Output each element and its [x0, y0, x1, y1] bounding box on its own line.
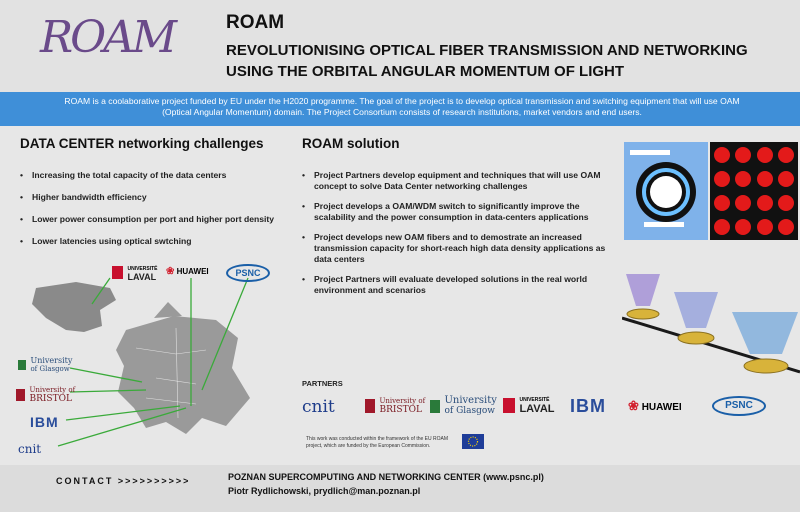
page-title: ROAM — [226, 12, 285, 33]
partner-bristol-top: University of — [379, 397, 426, 405]
oam-mode — [778, 219, 794, 235]
partner-bristol-bottom: BRISTOL — [379, 405, 422, 415]
oam-mode — [778, 171, 794, 187]
partner-laval-shield-icon — [503, 398, 515, 413]
laval-logo — [112, 264, 157, 282]
oam-antenna-illustration — [622, 270, 800, 380]
partner-glasgow-bottom: of Glasgow — [444, 406, 495, 416]
bristol-top: University of — [29, 386, 76, 394]
glasgow-logo — [18, 356, 72, 374]
partner-huawei-flower-icon: ❀ — [628, 398, 639, 413]
oam-mode — [735, 147, 751, 163]
challenge-item: • Higher bandwidth efficiency — [20, 192, 290, 203]
partner-glasgow-top: University — [444, 395, 497, 406]
oam-mode — [757, 219, 773, 235]
contact-label: CONTACT >>>>>>>>>> — [56, 476, 191, 486]
laval-shield-icon — [112, 266, 123, 279]
partner-glasgow-logo — [430, 396, 497, 416]
oam-mode — [778, 195, 794, 211]
funding-line-2: project, which are funded by the European Commission. — [306, 443, 431, 449]
subtitle-line-1: REVOLUTIONISING OPTICAL FIBER TRANSMISSION AND NETWORKING — [226, 42, 748, 59]
oam-beam-caption-top — [630, 150, 670, 155]
funding-line-1: This work was conducted within the framework of the EU ROAM — [306, 436, 448, 442]
challenge-item: • Lower latencies using optical swtching — [20, 236, 290, 247]
cnit-logo: cnit — [18, 442, 42, 456]
antenna-2 — [674, 292, 718, 344]
intro-line-1: ROAM is a coolaborative project funded by EU under the H2020 programme. The goal of the project is to develop optical transmission and switching equipment that will use OAM — [64, 96, 740, 106]
partner-psnc-logo: PSNC — [712, 396, 766, 416]
partner-bristol-shield-icon — [365, 399, 375, 413]
oam-modes-grid — [710, 142, 798, 240]
partner-bristol-logo — [365, 397, 425, 415]
challenges-list — [20, 170, 290, 247]
subtitle-line-2: USING THE ORBITAL ANGULAR MOMENTUM OF LIGHT — [226, 63, 625, 80]
antenna-1 — [626, 274, 660, 319]
solution-item: • Project Partners develop equipment and techniques that will use OAM concept to solve Data Center networking challenges — [302, 170, 612, 192]
laval-name: LAVAL — [127, 271, 157, 282]
north-america-shape — [32, 282, 116, 332]
europe-shape — [116, 316, 250, 434]
laval-top: UNIVERSITÉ — [127, 265, 158, 272]
glasgow-bottom: of Glasgow — [30, 364, 70, 373]
eu-flag-icon — [462, 434, 484, 449]
oam-mode — [778, 147, 794, 163]
oam-mode — [757, 195, 773, 211]
challenges-title: DATA CENTER networking challenges — [20, 136, 264, 151]
funding-note — [306, 436, 448, 450]
challenge-item: • Lower power consumption per port and higher port density — [20, 214, 290, 225]
oam-mode — [714, 171, 730, 187]
oam-mode — [757, 147, 773, 163]
oam-mode — [735, 219, 751, 235]
oam-ring-center — [650, 176, 682, 208]
partner-laval-logo — [503, 396, 554, 414]
bristol-bottom: BRISTOL — [29, 394, 72, 404]
partner-glasgow-shield-icon — [430, 400, 440, 413]
contact-org: POZNAN SUPERCOMPUTING AND NETWORKING CENTER (www.psnc.pl) — [228, 472, 544, 482]
solution-item: • Project develops a OAM/WDM switch to significantly improve the scalability and the power consumption in data-centers applications — [302, 201, 612, 223]
roam-logo: ROAM — [40, 12, 175, 63]
oam-mode — [735, 195, 751, 211]
intro-line-2: (Optical Angular Momentum) domain. The Project Consortium consists of research institutions, market vendors and end users. — [162, 107, 642, 117]
partner-laval-top: UNIVERSITÉ — [519, 397, 550, 403]
challenge-item: • Increasing the total capacity of the data centers — [20, 170, 290, 181]
partners-label: PARTNERS — [302, 379, 343, 388]
partner-huawei-logo — [628, 398, 682, 414]
intro-text — [14, 96, 790, 118]
contact-info — [228, 470, 544, 498]
ibm-logo: IBM — [30, 414, 59, 430]
solution-list — [302, 170, 612, 296]
oam-mode — [735, 171, 751, 187]
partner-laval-name: LAVAL — [519, 403, 555, 415]
huawei-name: HUAWEI — [176, 267, 209, 276]
partner-ibm-logo: IBM — [570, 396, 606, 416]
oam-mode — [714, 219, 730, 235]
glasgow-top: University — [30, 355, 73, 365]
oam-mode — [714, 195, 730, 211]
partner-huawei-name: HUAWEI — [641, 402, 682, 413]
oam-beam-image — [624, 142, 708, 240]
psnc-logo: PSNC — [226, 264, 270, 282]
glasgow-shield-icon — [18, 360, 26, 370]
eu-stars-icon — [462, 434, 484, 449]
solution-title: ROAM solution — [302, 136, 400, 151]
huawei-flower-icon: ❀ — [166, 266, 175, 277]
bristol-logo — [16, 386, 75, 404]
oam-mode — [714, 147, 730, 163]
huawei-logo — [166, 266, 209, 277]
solution-item: • Project develops new OAM fibers and to demostrate an increased transmission capacity for short-reach high data density applications as data centers — [302, 232, 612, 265]
page-subtitle — [226, 40, 786, 82]
bristol-shield-icon — [16, 389, 25, 401]
oam-mode — [757, 171, 773, 187]
antenna-3 — [732, 312, 798, 373]
oam-beam-caption-bottom — [644, 222, 684, 227]
contact-person: Piotr Rydlichowski, prydlich@man.poznan.pl — [228, 486, 421, 496]
scandinavia-shape — [154, 302, 182, 318]
solution-item: • Project Partners will evaluate developed solutions in the real world environment and scenarios — [302, 274, 612, 296]
partner-cnit-logo: cnit — [302, 397, 335, 417]
